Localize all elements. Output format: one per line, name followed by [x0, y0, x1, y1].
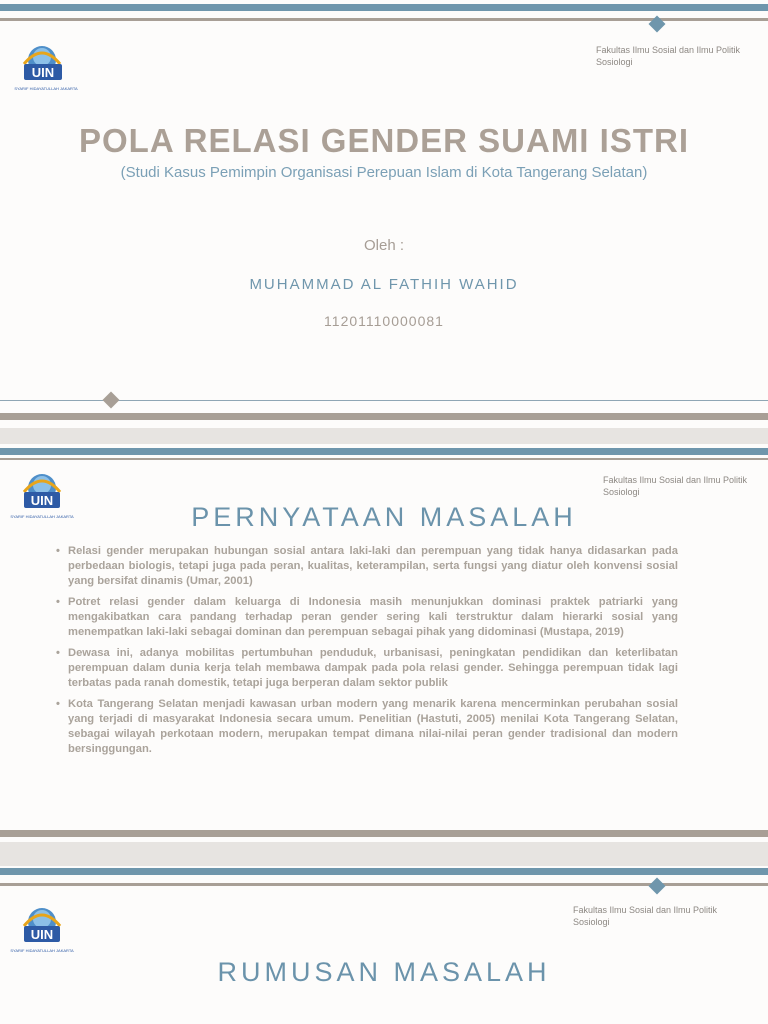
faculty-label [603, 474, 747, 498]
bottom-tan-band [0, 413, 768, 420]
bullet-text: Kota Tangerang Selatan menjadi kawasan urban modern yang menarik karena mencerminkan perubahan sosial yang terjadi di masyarakat Indonesia secara umum. Penelitian (Hastuti, 2005) menilai Kota Tangerang Selatan, sebagai wilayah perkotaan modern, merupakan tempat dimana nilai-nilai peran gender tradisional dan modern bersinggungan. [68, 698, 678, 755]
svg-text:UIN: UIN [30, 927, 54, 942]
faculty-name: Fakultas Ilmu Sosial dan Ilmu Politik [603, 475, 748, 485]
faculty-label [596, 44, 740, 68]
bullet-icon: • [56, 698, 60, 710]
presentation-title: POLA RELASI GENDER SUAMI ISTRI [79, 122, 689, 159]
bottom-tan-band [0, 830, 768, 837]
slide-problem-statement [0, 444, 768, 842]
slide-problem-formulation [0, 866, 768, 1024]
faculty-name: Fakultas Ilmu Sosial dan Ilmu Politik [596, 45, 741, 55]
list-item [56, 646, 678, 691]
bullet-icon: • [56, 545, 60, 557]
uin-logo-icon [10, 900, 74, 954]
bullet-icon: • [56, 596, 60, 608]
bullet-list [56, 544, 678, 763]
section-title: RUMUSAN MASALAH [217, 957, 551, 987]
top-tan-band [0, 458, 768, 460]
diamond-ornament-icon [649, 878, 666, 895]
svg-text:SYARIF HIDAYATULLAH JAKARTA: SYARIF HIDAYATULLAH JAKARTA [14, 86, 78, 91]
presentation-subtitle: (Studi Kasus Pemimpin Organisasi Perepuan Islam di Kota Tangerang Selatan) [120, 164, 648, 181]
top-blue-band [0, 868, 768, 875]
uin-logo-icon [14, 38, 78, 92]
svg-text:UIN: UIN [31, 65, 55, 80]
svg-text:SYARIF HIDAYATULLAH JAKARTA: SYARIF HIDAYATULLAH JAKARTA [10, 948, 74, 953]
bullet-text: Potret relasi gender dalam keluarga di Indonesia masih menunjukkan dominasi praktek patriarki yang mengakibatkan cara pandang terhadap peran gender sering kali terstruktur dalam hierarki sosial yang menempatkan laki-laki sebagai dominan dan perempuan sebagai pihak yang didominasi (Mustapa, 2019) [68, 596, 678, 638]
by-label: Oleh : [363, 237, 405, 254]
diamond-ornament-icon [103, 392, 120, 409]
svg-text:UIN: UIN [30, 493, 54, 508]
faculty-name: Fakultas Ilmu Sosial dan Ilmu Politik [573, 905, 718, 915]
list-item [56, 697, 678, 757]
student-id: 11201110000081 [324, 313, 444, 329]
slide-title [0, 0, 768, 428]
list-item [56, 544, 678, 589]
author-name: MUHAMMAD AL FATHIH WAHID [249, 276, 519, 293]
department-name: Sosiologi [603, 487, 640, 497]
faculty-label [573, 904, 717, 928]
bullet-text: Relasi gender merupakan hubungan sosial antara laki-laki dan perempuan yang tidak hanya didasarkan pada perbedaan biologis, tetapi juga pada peran, kualitas, keterampilan, serta fungsi yang diatur oleh konvensi sosial yang bersifat dinamis (Umar, 2001) [68, 545, 678, 587]
bullet-icon: • [56, 647, 60, 659]
list-item [56, 595, 678, 640]
top-blue-band [0, 448, 768, 455]
department-name: Sosiologi [573, 917, 610, 927]
bullet-text: Dewasa ini, adanya mobilitas pertumbuhan penduduk, urbanisasi, peningkatan pendidikan dan keterlibatan perempuan dalam dunia kerja telah membawa dampak pada pola relasi gender. Sehingga perempuan tidak lagi terbatas pada ranah domestik, tetapi juga berperan dalam sektor publik [68, 647, 678, 689]
section-title: PERNYATAAN MASALAH [191, 502, 577, 532]
top-blue-band [0, 4, 768, 11]
svg-text:SYARIF HIDAYATULLAH JAKARTA: SYARIF HIDAYATULLAH JAKARTA [10, 514, 74, 519]
department-name: Sosiologi [596, 57, 633, 67]
